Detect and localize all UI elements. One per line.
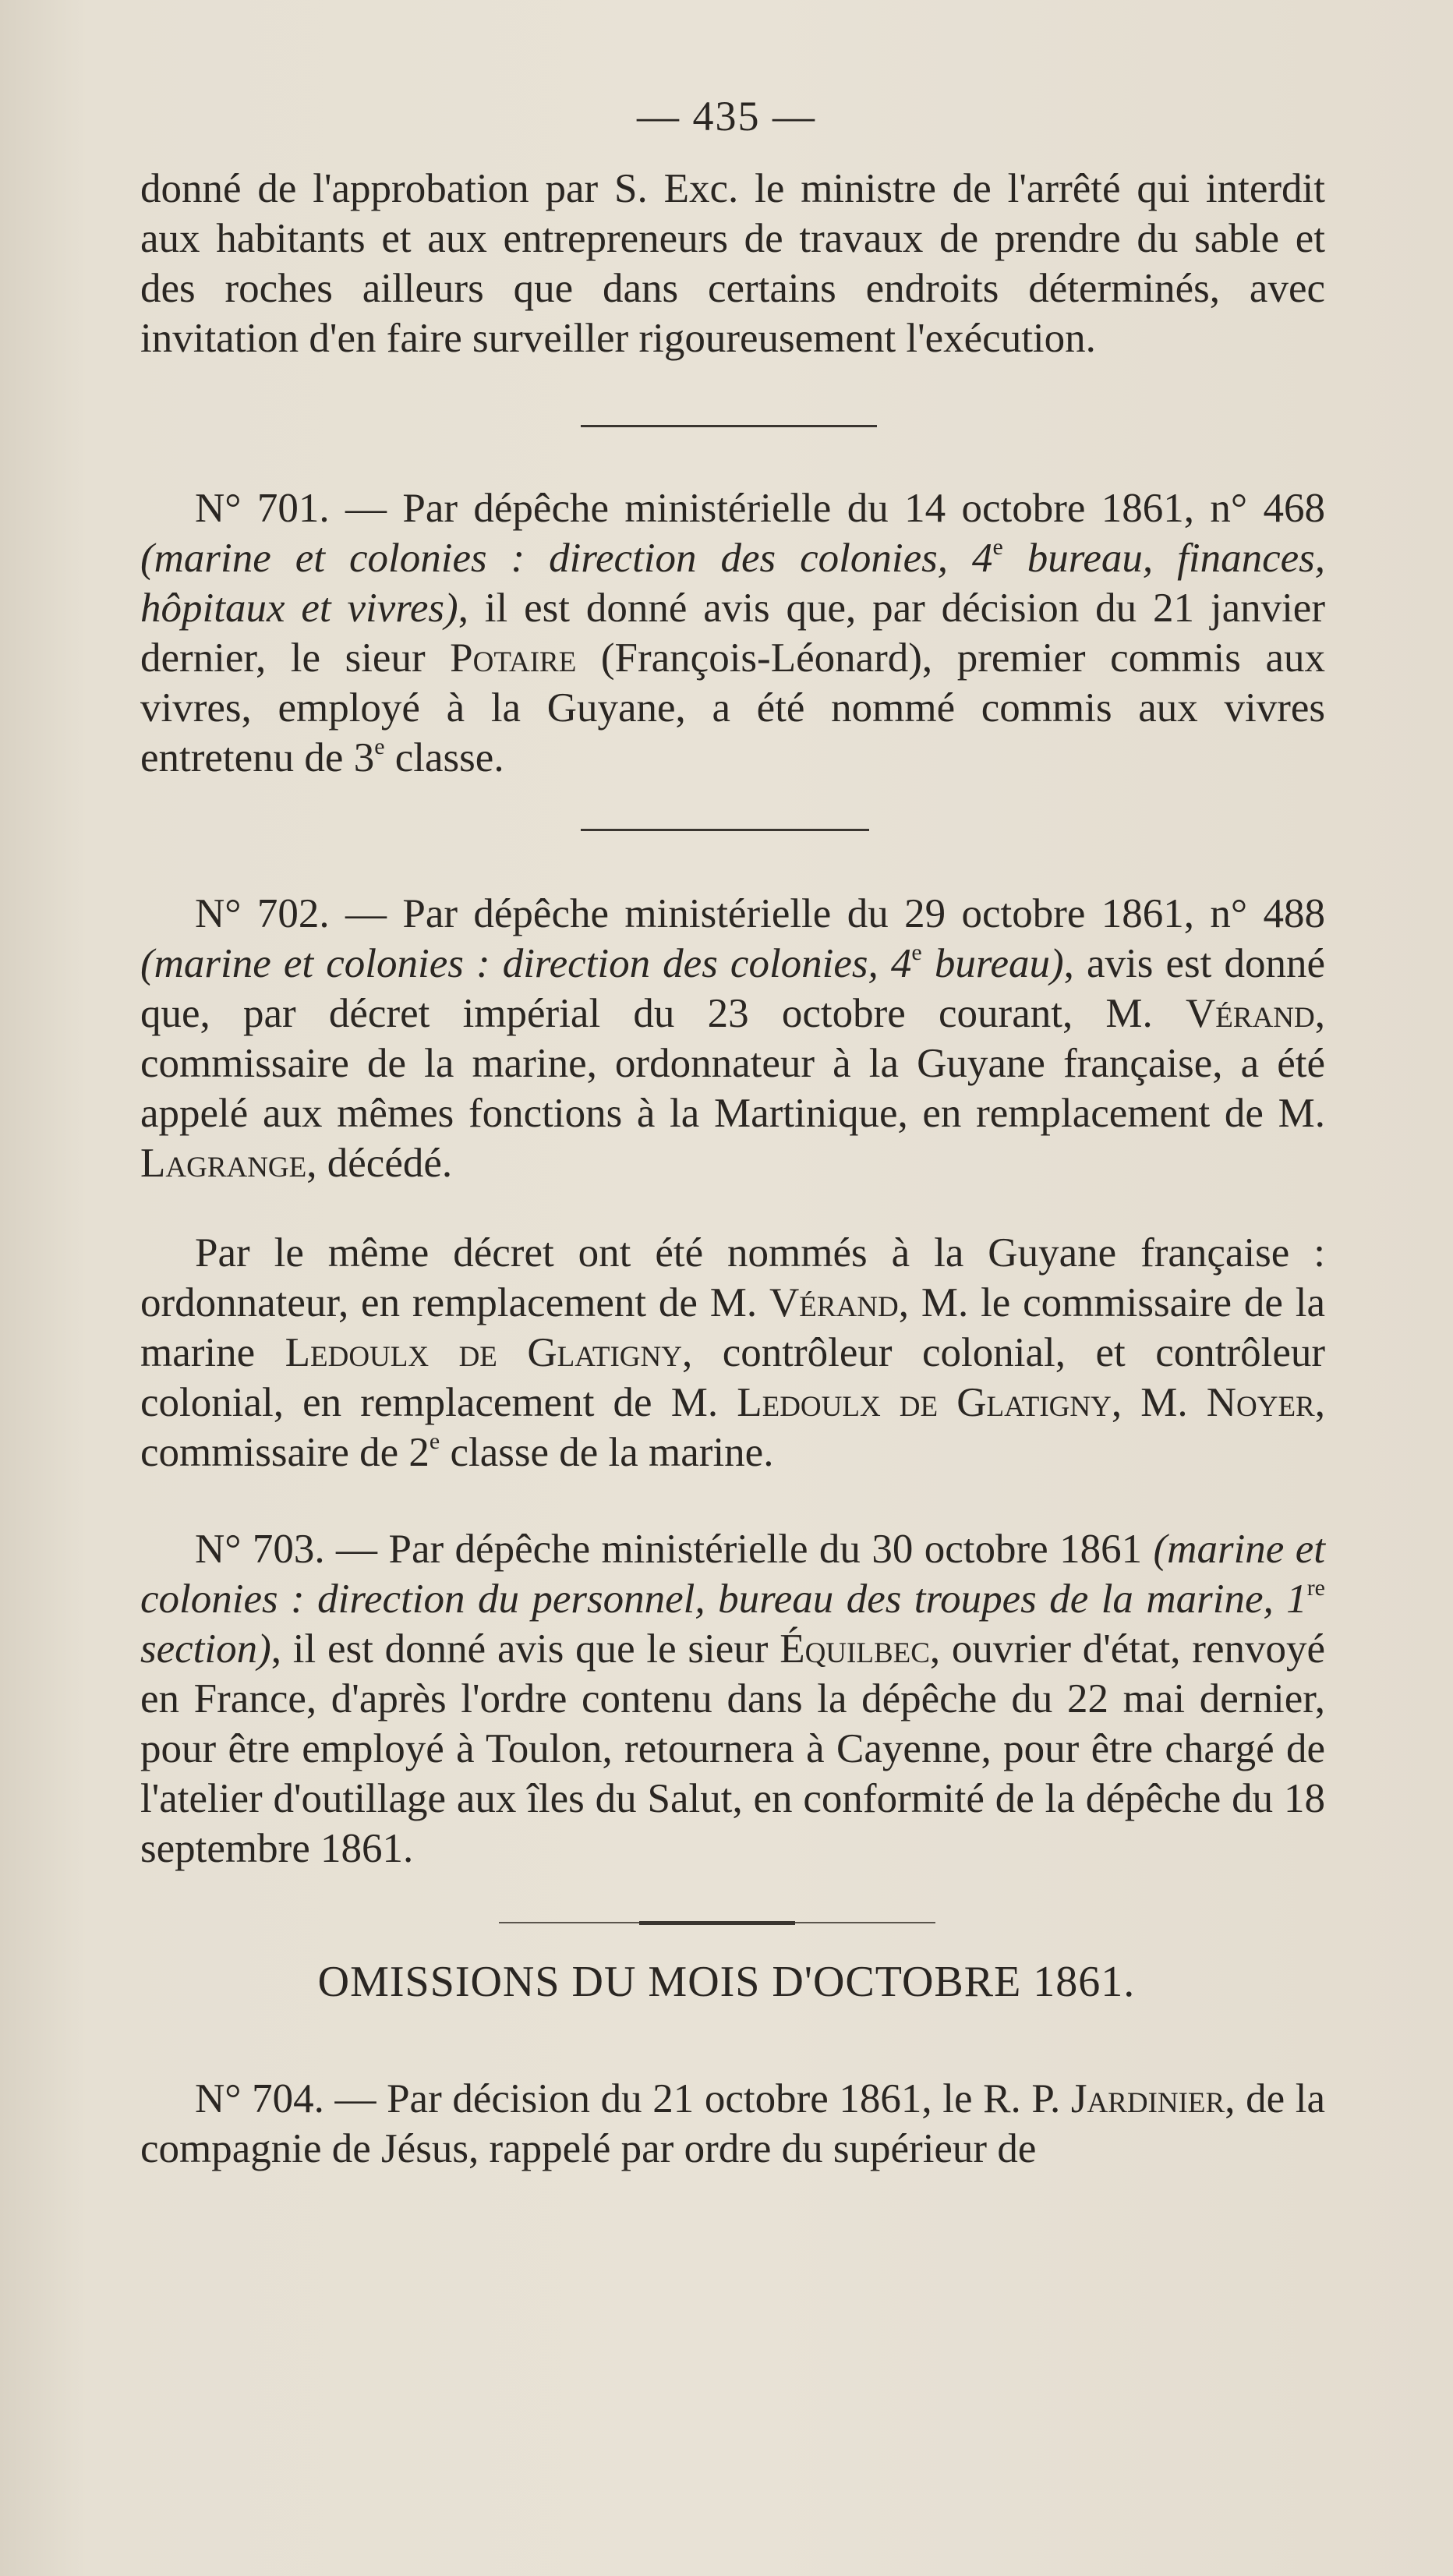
intro-text: donné de l'approbation par S. Exc. le ministre de l'arrêté qui interdit aux habitants et aux entrepreneurs de travaux de prendre du sable et des roches ailleurs que dans certains endroits déterminés, avec invitation d'en faire surveiller rigoureusement l'exécution. (140, 166, 1325, 361)
person-name: Équilbec (780, 1626, 930, 1672)
person-name: Noyer (1206, 1380, 1315, 1425)
page-number: — 435 — (637, 93, 816, 140)
person-name: Ledoulx de Glatigny (737, 1380, 1112, 1425)
entry-702-text: N° 702. — Par dépêche ministérielle du 29 octobre 1861, n° 488 (marine et colonies : direction des colonies, 4e bureau), avis est donné que, par décret impérial du 23 octobre courant, M. Vérand, commissaire de la marine, ordonnateur à la Guyane française, a été appelé aux mêmes fonctions à la Martinique, en remplacement de M. Lagrange, décédé. (140, 891, 1325, 1186)
entry-703-text: N° 703. — Par dépêche ministérielle du 30 octobre 1861 (marine et colonies : direction du personnel, bureau des troupes de la marine, 1re section), il est donné avis que le sieur Équilbec, ouvrier d'état, renvoyé en France, d'après l'ordre contenu dans la dépêche du 22 mai dernier, pour être employé à Toulon, retournera à Cayenne, pour être chargé de l'atelier d'outillage aux îles du Salut, en conformité de la dépêche du 18 septembre 1861. (140, 1527, 1325, 1871)
separator-rule (581, 829, 869, 831)
person-name: Vérand (1186, 991, 1315, 1036)
entry-704 (140, 2074, 1325, 2174)
intro-paragraph (140, 164, 1325, 363)
entry-number: N° 702. (195, 891, 330, 936)
entry-704-text: N° 704. — Par décision du 21 octobre 1861, le R. P. Jardinier, de la compagnie de Jésus, rappelé par ordre du supérieur de (140, 2076, 1325, 2171)
entry-number: N° 704. (195, 2076, 324, 2121)
entry-number: N° 701. (195, 486, 330, 531)
entry-number: N° 703. (195, 1527, 325, 1572)
separator-rule-center (639, 1921, 795, 1925)
entry-701-text: N° 701. — Par dépêche ministérielle du 14 octobre 1861, n° 468 (marine et colonies : direction des colonies, 4e bureau, finances, hôpitaux et vivres), il est donné avis que, par décision du 21 janvier dernier, le sieur Potaire (François-Léonard), premier commis aux vivres, employé à la Guyane, a été nommé commis aux vivres entretenu de 3e classe. (140, 486, 1325, 780)
person-name: Lagrange (140, 1141, 307, 1186)
entry-702-continued-text: Par le même décret ont été nommés à la Guyane française : ordonnateur, en remplacement de M. Vérand, M. le commissaire de la marine Ledoulx de Glatigny, contrôleur colonial, et contrôleur colonial, en remplacement de M. Ledoulx de Glatigny, M. Noyer, commissaire de 2e classe de la marine. (140, 1230, 1325, 1475)
separator-rule (581, 425, 877, 427)
entry-702-continued (140, 1228, 1325, 1477)
person-name: Jardinier (1070, 2076, 1225, 2121)
person-name: Ledoulx de Glatigny (285, 1330, 682, 1375)
section-heading: OMISSIONS DU MOIS D'OCTOBRE 1861. (317, 1958, 1136, 2006)
entry-702 (140, 889, 1325, 1188)
person-name: Potaire (450, 635, 577, 681)
person-name: Vérand (769, 1280, 899, 1325)
entry-701 (140, 483, 1325, 783)
entry-703 (140, 1524, 1325, 1874)
